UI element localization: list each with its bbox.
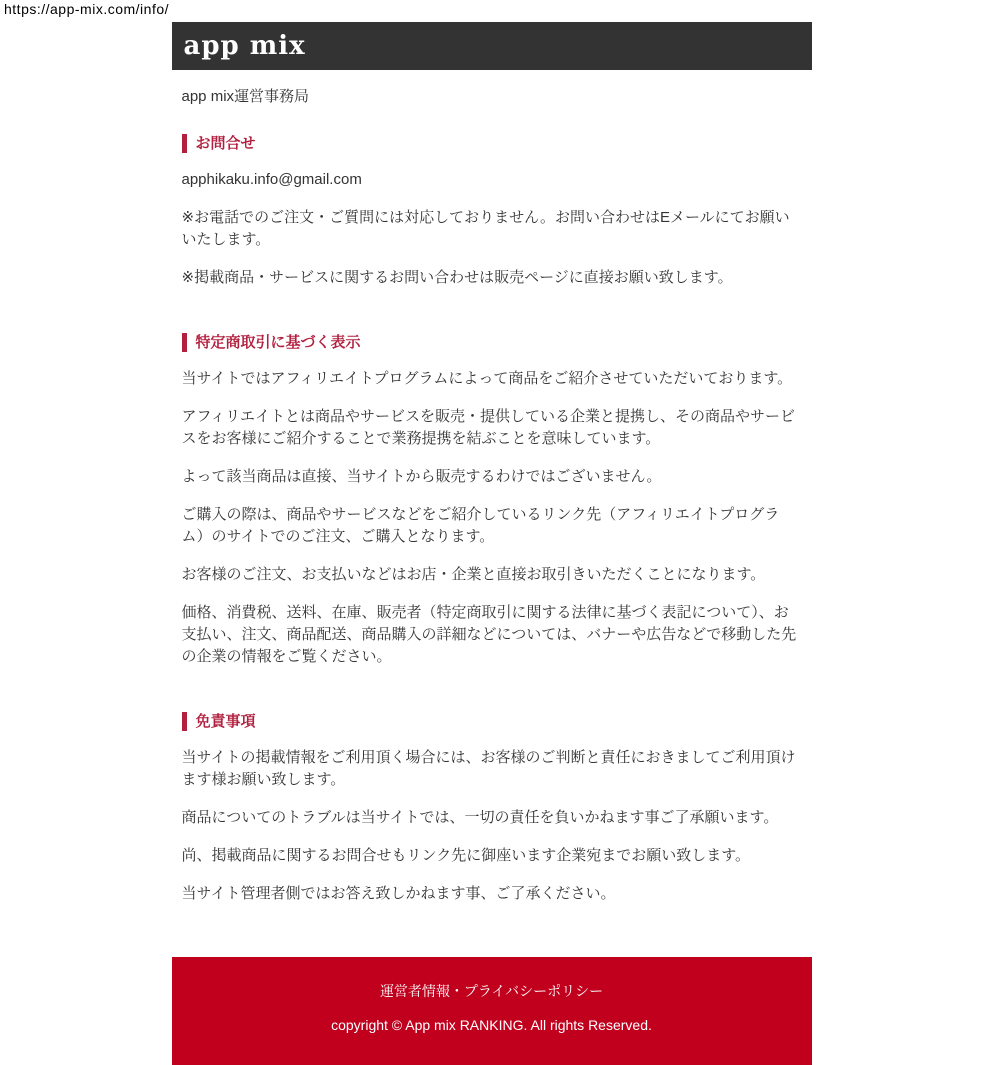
paragraph: よって該当商品は直接、当サイトから販売するわけではございません。 — [181, 468, 662, 485]
paragraph: 価格、消費税、送料、在庫、販売者（特定商取引に関する法律に基づく表記について）、お支払い、注文、商品配送、商品購入の詳細などについては、バナーや広告などで移動した先の企業の情報をご覧ください。 — [181, 604, 797, 665]
site-footer — [172, 957, 812, 1065]
section-commercial-transaction — [182, 333, 802, 668]
privacy-policy-link[interactable]: 運営者情報・プライバシーポリシー — [379, 983, 604, 999]
main-content — [172, 86, 812, 905]
paragraph: お客様のご注文、お支払いなどはお店・企業と直接お取引きいただくことになります。 — [181, 566, 766, 583]
paragraph: ※お電話でのご注文・ご質問には対応しておりません。お問い合わせはEメールにてお願いいたします。 — [181, 209, 790, 248]
section-contact — [182, 134, 802, 289]
contact-email: apphikaku.info@gmail.com — [181, 171, 362, 188]
paragraph: ※掲載商品・サービスに関するお問い合わせは販売ページに直接お願い致します。 — [181, 269, 733, 286]
paragraph: 尚、掲載商品に関するお問合せもリンク先に御座います企業宛までお願い致します。 — [181, 847, 751, 864]
paragraph: 当サイトではアフィリエイトプログラムによって商品をご紹介させていただいております。 — [181, 370, 793, 387]
site-header — [172, 22, 812, 70]
commercial-transaction-heading: 特定商取引に基づく表示 — [182, 333, 802, 352]
page-url: https://app-mix.com/info/ — [4, 1, 170, 17]
page-container — [172, 0, 812, 1065]
paragraph: ご購入の際は、商品やサービスなどをご紹介しているリンク先（アフィリエイトプログラム）のサイトでのご注文、ご購入となります。 — [181, 506, 780, 545]
disclaimer-heading: 免責事項 — [182, 712, 802, 731]
paragraph: アフィリエイトとは商品やサービスを販売・提供している企業と提携し、その商品やサービスをお客様にご紹介することで業務提携を結ぶことを意味しています。 — [181, 408, 796, 447]
copyright-text: copyright © App mix RANKING. All rights Reserved. — [331, 1017, 652, 1033]
intro-text: app mix運営事務局 — [181, 88, 310, 105]
site-title: app mix — [183, 31, 306, 61]
paragraph: 当サイトの掲載情報をご利用頂く場合には、お客様のご判断と責任におきましてご利用頂けます様お願い致します。 — [181, 749, 796, 788]
paragraph: 当サイト管理者側ではお答え致しかねます事、ご了承ください。 — [181, 885, 616, 902]
contact-heading: お問合せ — [182, 134, 802, 153]
paragraph: 商品についてのトラブルは当サイトでは、一切の責任を負いかねます事ご了承願います。 — [181, 809, 779, 826]
section-disclaimer — [182, 712, 802, 905]
